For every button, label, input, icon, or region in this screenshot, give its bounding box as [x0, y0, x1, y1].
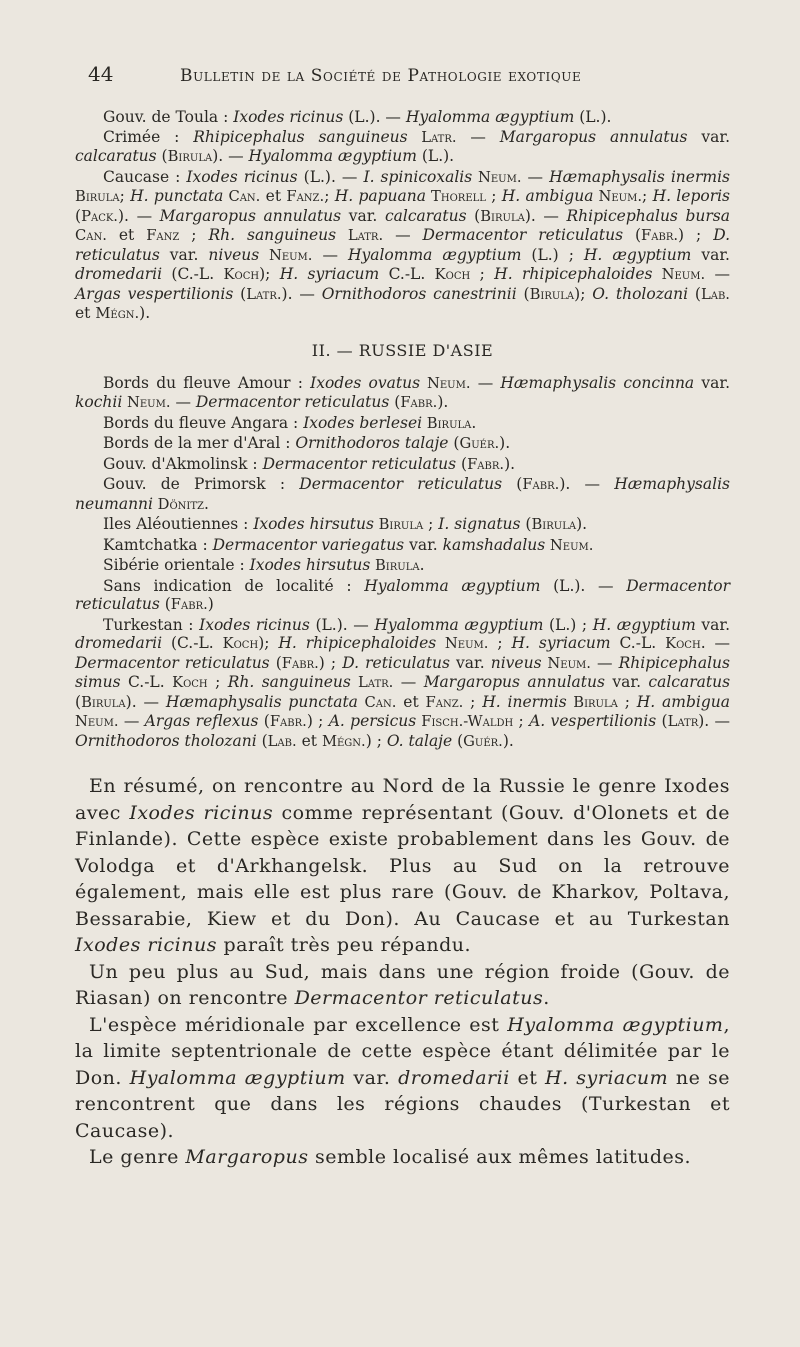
species-name: H. rhipicephaloides — [278, 634, 437, 652]
text-run: et — [260, 187, 287, 205]
text-run: ; — [119, 187, 131, 205]
author-name: Fabr. — [269, 713, 307, 730]
text-run: ( — [269, 653, 282, 672]
author-name: Fabr. — [400, 394, 438, 411]
species-name: Rhipicephalus sanguineus — [193, 127, 408, 146]
species-name: Hyalomma ægyptium — [364, 576, 541, 595]
author-name: Fanz. — [286, 188, 325, 205]
species-name: dromedarii — [398, 1066, 510, 1089]
text-run: ). — — [281, 284, 322, 303]
text-run: ; — [179, 226, 209, 244]
section-asian-russia — [75, 374, 730, 752]
author-name: Neum. — [75, 713, 119, 730]
text-run: ). — — [698, 712, 731, 730]
species-name: Hæmaphysalis punctata — [165, 692, 358, 711]
text-run: L'espèce méridionale par excellence est — [89, 1013, 508, 1036]
article-body — [75, 108, 730, 1171]
text-run: ( — [520, 515, 532, 533]
text-run: Crimée : — [103, 127, 194, 146]
text-run: ( — [75, 692, 82, 711]
text-run: ( — [389, 393, 401, 411]
text-run: — — [470, 373, 501, 392]
author-name: Latr. — [336, 227, 384, 244]
species-name: H. punctata — [130, 187, 224, 205]
text-run: ) ; — [365, 731, 387, 750]
species-name: Ixodes ricinus — [129, 801, 274, 824]
text-run: Un peu plus au Sud, mais dans une région froide (Gouv. de Riasan) on rencontre — [75, 960, 730, 1009]
text-run: Gouv. de Toula : — [103, 108, 234, 126]
author-name: Fabr. — [641, 227, 679, 244]
text-run: Bords du fleuve Amour : — [103, 373, 311, 392]
author-name: Latr. — [350, 674, 394, 691]
text-run: — — [590, 653, 619, 672]
text-run: ). — [576, 515, 588, 533]
author-name: Fisch.-Waldh — [416, 713, 514, 730]
species-name: Hæmaphysalis concinna — [500, 373, 695, 392]
paragraph — [75, 556, 730, 576]
author-name: Dönitz — [153, 495, 204, 513]
text-run: En résumé, on rencontre au Nord de la Russie le genre Ixodes avec — [75, 775, 730, 824]
paragraph — [75, 455, 730, 475]
text-run: et — [106, 226, 147, 244]
species-name: O. tholozani — [592, 284, 689, 303]
species-name: Dermacentor reticulatus — [422, 226, 624, 244]
author-name: Guér. — [463, 732, 503, 750]
text-run: et — [296, 731, 322, 750]
species-name: I. signatus — [438, 515, 521, 533]
text-run: var. — [691, 245, 730, 264]
species-name: Ixodes ricinus — [75, 934, 217, 956]
text-run: var. — [694, 373, 730, 392]
species-name: Argas vespertilionis — [75, 284, 234, 303]
species-name: D. reticulatus — [75, 226, 731, 264]
text-run: . — [543, 987, 550, 1009]
species-name: Argas reflexus — [144, 712, 259, 730]
text-run: ( — [452, 731, 464, 750]
author-name: Mégn. — [321, 732, 366, 750]
species-name: H. ambigua — [501, 187, 594, 205]
text-run: ( — [156, 147, 168, 165]
text-run: Iles Aléoutiennes : — [103, 515, 254, 533]
text-run: et — [509, 1066, 546, 1089]
text-run: — — [705, 265, 731, 283]
section-crimea-caucasus — [75, 108, 730, 324]
text-run: — — [312, 245, 348, 264]
text-run: ) ; — [318, 653, 343, 672]
species-name: Dermacentor reticulatus — [75, 576, 730, 613]
author-name: Birula — [566, 693, 618, 711]
author-name: Guér. — [459, 435, 500, 452]
text-run: ne se rencontrent que dans les régions chaudes (Turkestan et Caucase). — [75, 1066, 730, 1142]
text-run: ) ; — [306, 712, 329, 730]
text-run: var. — [695, 615, 730, 634]
species-name: H. ambigua — [636, 692, 731, 711]
text-run: var. — [687, 127, 730, 146]
text-run: — — [393, 673, 424, 691]
text-run: var. — [341, 206, 385, 225]
text-run: (L.). — — [540, 576, 627, 595]
species-name: Hyalomma ægyptium — [347, 245, 522, 264]
text-run: ( — [466, 206, 481, 225]
text-run: ). — — [118, 206, 160, 225]
author-name: Neum. — [593, 188, 643, 205]
author-name: Fanz. — [425, 693, 464, 711]
text-run: ( — [448, 434, 460, 452]
author-name: Pack. — [81, 207, 118, 225]
paragraph — [75, 616, 730, 752]
author-name: Birula — [480, 207, 525, 225]
text-run: ( — [502, 475, 523, 493]
paragraph — [75, 1144, 730, 1171]
species-name: Ixodes ricinus — [233, 108, 344, 126]
author-name: Neum. — [472, 168, 522, 186]
text-run: ; — [642, 187, 653, 205]
text-run: ( — [456, 454, 468, 473]
text-run: ). — — [125, 692, 166, 711]
paragraph — [75, 414, 730, 434]
text-run: (L.). — — [309, 615, 375, 634]
paragraph — [75, 577, 730, 615]
author-name: Can. — [223, 188, 261, 205]
paragraph — [75, 108, 730, 127]
species-name: Ornithodoros tholozani — [75, 731, 257, 750]
paragraph — [75, 168, 730, 324]
text-run: Gouv. d'Akmolinsk : — [103, 454, 263, 473]
running-title: Bulletin de la Société de Pathologie exotique — [180, 66, 582, 86]
species-name: O. talaje — [386, 731, 453, 750]
text-run: C.-L. — [379, 265, 435, 283]
text-run: ). — — [212, 147, 249, 165]
species-name: H. inermis — [482, 692, 567, 711]
author-name: Lab. — [267, 732, 297, 750]
author-name: Lab. — [700, 285, 730, 303]
text-run: ; — [324, 187, 335, 205]
text-run: var. — [345, 1066, 399, 1089]
species-name: Dermacentor reticulatus — [262, 454, 457, 473]
paragraph — [75, 959, 730, 1012]
text-run: ). — — [524, 206, 567, 225]
text-run: Le genre — [89, 1146, 186, 1168]
species-name: dromedarii — [75, 265, 163, 283]
species-name: Dermacentor variegatus — [212, 535, 405, 554]
author-name: Neum. — [122, 394, 171, 411]
author-name: Birula — [370, 557, 420, 574]
species-name: Ixodes berlesei — [303, 413, 423, 432]
species-name: Hyalomma ægyptium — [248, 147, 417, 165]
species-name: H. rhipicephaloides — [494, 265, 653, 283]
text-run: (C.-L. — [162, 634, 223, 652]
species-name: Margaropus annulatus — [159, 206, 342, 225]
author-name: Koch — [434, 266, 471, 283]
text-run: ; — [207, 673, 228, 691]
text-run: var. — [449, 653, 491, 672]
species-name: Dermacentor reticulatus — [294, 987, 544, 1009]
author-name: Neum. — [436, 635, 489, 652]
text-run: Caucase : — [103, 167, 187, 186]
text-run: Sibérie orientale : — [103, 556, 250, 574]
species-name: Ornithodoros canestrinii — [321, 284, 517, 303]
species-name: Ixodes ricinus — [186, 167, 298, 186]
paragraph — [75, 128, 730, 167]
species-name: calcaratus — [384, 206, 467, 225]
text-run: (C.-L. — [162, 265, 224, 283]
author-name: Birula — [422, 414, 472, 432]
species-name: Margaropus annulatus — [499, 127, 688, 146]
text-run: (L.). — — [297, 167, 364, 186]
author-name: Latr — [667, 713, 699, 730]
author-name: Thorell — [426, 188, 486, 205]
text-run: C.-L. — [120, 673, 173, 691]
text-run: — — [170, 393, 196, 411]
text-run: ( — [656, 712, 668, 730]
text-run: ). — — [559, 475, 615, 493]
text-run: C.-L. — [610, 634, 666, 652]
species-name: H. syriacum — [511, 634, 611, 652]
species-name: Hæmaphysalis inermis — [549, 167, 730, 186]
author-name: Fabr. — [170, 596, 208, 613]
species-name: H. syriacum — [279, 265, 380, 283]
text-run: Bords de la mer d'Aral : — [103, 434, 296, 452]
author-name: Neum. — [420, 374, 471, 392]
text-run: et — [75, 304, 96, 322]
species-name: kochii — [75, 393, 123, 411]
text-run: var. — [159, 245, 209, 264]
author-name: Birula — [373, 516, 424, 533]
species-name: Dermacentor reticulatus — [75, 653, 270, 672]
text-run: ); — [258, 634, 279, 652]
text-run: — — [383, 226, 423, 244]
text-run: . — [471, 413, 477, 432]
paragraph — [75, 434, 730, 454]
author-name: Neum. — [652, 266, 706, 283]
species-name: Rhipicephalus bursa — [566, 206, 730, 225]
species-name: Ixodes hirsutus — [253, 515, 374, 533]
author-name: Latr. — [407, 128, 457, 146]
text-run: ( — [159, 595, 171, 613]
author-name: Koch — [223, 266, 260, 283]
species-name: A. vespertilionis — [529, 712, 657, 730]
species-name: Dermacentor reticulatus — [299, 475, 503, 493]
text-run: . — [204, 494, 209, 513]
text-run: ); — [259, 265, 280, 283]
species-name: niveus — [490, 653, 542, 672]
species-name: A. persicus — [328, 712, 417, 730]
author-name: Birula — [75, 188, 120, 205]
author-name: Fanz — [146, 227, 180, 244]
paragraph — [75, 1012, 730, 1145]
summary-section — [75, 773, 730, 1171]
text-run: ( — [233, 284, 247, 303]
text-run: (L.) ; — [521, 245, 584, 264]
species-name: H. syriacum — [545, 1066, 669, 1089]
text-run: Turkestan : — [103, 615, 200, 634]
text-run: (L.). — — [343, 108, 406, 126]
text-run: , la limite septentrionale de cette espèce étant délimitée par le Don. — [75, 1013, 731, 1089]
page-number: 44 — [88, 62, 114, 86]
author-name: Koch — [222, 635, 259, 652]
author-name: Neum. — [541, 654, 591, 672]
species-name: dromedarii — [75, 634, 163, 652]
species-name: Hyalomma ægyptium — [374, 615, 544, 634]
text-run: ( — [516, 284, 530, 303]
text-run: Gouv. de Primorsk : — [103, 475, 300, 493]
species-name: H. leporis — [652, 187, 731, 205]
text-run: Kamtchatka : — [103, 535, 213, 554]
author-name: Neum. — [545, 536, 594, 554]
author-name: Birula — [529, 285, 575, 303]
species-name: Margaropus annulatus — [423, 673, 605, 691]
author-name: Neum. — [259, 246, 313, 264]
species-name: Ixodes ovatus — [310, 373, 421, 392]
author-name: Can. — [75, 227, 107, 244]
author-name: Koch — [172, 674, 208, 691]
text-run: ; — [485, 187, 502, 205]
text-run: var. — [604, 673, 649, 691]
text-run: ) ; — [678, 226, 714, 244]
text-run: ( — [623, 226, 642, 244]
text-run: ( — [256, 731, 268, 750]
text-run: — — [521, 167, 550, 186]
text-run: ). — [504, 454, 516, 473]
species-name: Hyalomma ægyptium — [129, 1066, 346, 1089]
text-run: (L.). — [574, 108, 612, 126]
text-run: ). — [437, 393, 449, 411]
species-name: kamshadalus — [442, 535, 546, 554]
species-name: Margaropus — [185, 1146, 309, 1168]
author-name: Birula — [167, 148, 213, 165]
text-run: ; — [463, 692, 483, 711]
author-name: Can. — [357, 693, 397, 711]
text-run: et — [396, 692, 426, 711]
species-name: Hyalomma ægyptium — [405, 108, 575, 126]
species-name: H. papuana — [334, 187, 426, 205]
species-name: H. ægyptium — [583, 245, 692, 264]
text-run: — — [118, 712, 145, 730]
species-name: H. ægyptium — [592, 615, 696, 634]
species-name: calcaratus — [75, 147, 157, 165]
text-run: ; — [488, 634, 512, 652]
text-run: comme représentant (Gouv. d'Olonets et de Finlande). Cette espèce existe probablement dans les Gouv. de Volodga et d'Arkhangelsk. Plus au Sud on la retrouve également, mais elle est plus rare (Gouv. de Kharkov, Poltava, Bessarabie, Kiew et du Don). Au Caucase et au Turkestan — [75, 801, 730, 930]
species-name: Hyalomma ægyptium — [507, 1013, 724, 1036]
species-name: niveus — [208, 245, 260, 264]
species-name: I. spinicoxalis — [363, 167, 473, 186]
text-run: ). — [502, 731, 514, 750]
species-name: Rh. sanguineus — [227, 673, 351, 691]
text-run: (L.) ; — [543, 615, 593, 634]
text-run: ( — [688, 284, 701, 303]
text-run: ; — [423, 515, 439, 533]
author-name: Birula — [81, 693, 126, 711]
text-run: . — [419, 556, 425, 574]
paragraph — [75, 536, 730, 556]
species-name: Ornithodoros talaje — [295, 434, 449, 452]
species-name: Ixodes ricinus — [199, 615, 310, 634]
species-name: D. reticulatus — [342, 653, 450, 672]
paragraph — [75, 773, 730, 959]
text-run: . — — [700, 634, 731, 652]
text-run: ). — [499, 434, 511, 452]
paragraph — [75, 374, 730, 413]
text-run: ) — [207, 595, 214, 613]
text-run: Sans indication de localité : — [103, 576, 365, 595]
text-run: paraît très peu répandu. — [216, 934, 472, 956]
text-run: ( — [75, 206, 82, 225]
text-run: ( — [258, 712, 270, 730]
species-name: Rh. sanguineus — [208, 226, 337, 244]
author-name: Latr. — [246, 285, 282, 303]
text-run: ). — [139, 304, 151, 322]
text-run: ; — [617, 692, 637, 711]
author-name: Fabr. — [281, 654, 319, 672]
text-run: semble localisé aux mêmes latitudes. — [308, 1146, 692, 1168]
author-name: Fabr. — [467, 455, 505, 473]
author-name: Fabr. — [522, 476, 560, 493]
text-run: ; — [513, 712, 530, 730]
text-run: var. — [404, 535, 443, 554]
author-name: Koch — [665, 635, 701, 652]
section-heading: II. — RUSSIE D'ASIE — [311, 340, 494, 360]
text-run: Bords du fleuve Angara : — [103, 413, 304, 432]
text-run: (L.). — [416, 147, 455, 165]
text-run: — — [456, 127, 500, 146]
species-name: Dermacentor reticulatus — [195, 393, 390, 411]
paragraph — [75, 475, 730, 514]
author-name: Mégn. — [95, 305, 140, 322]
species-name: calcaratus — [648, 673, 731, 691]
paragraph — [75, 515, 730, 535]
species-name: Hæmaphysalis neumanni — [75, 475, 730, 513]
species-name: Rhipicephalus simus — [75, 653, 730, 691]
text-run: ; — [470, 265, 495, 283]
page-header — [88, 62, 740, 86]
text-run: ); — [574, 284, 593, 303]
author-name: Birula — [531, 516, 577, 533]
species-name: Ixodes hirsutus — [249, 556, 371, 574]
